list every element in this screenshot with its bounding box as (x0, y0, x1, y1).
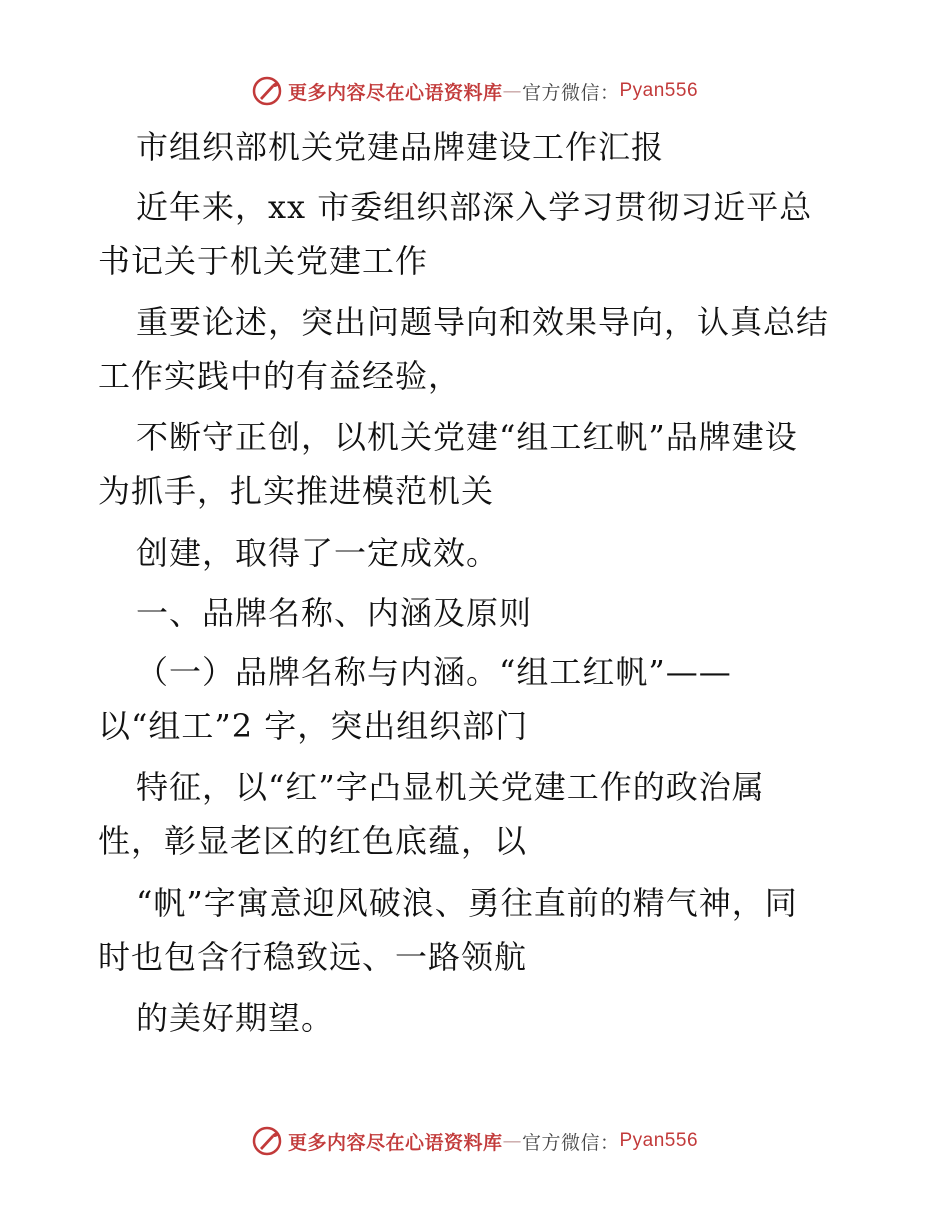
paragraph-line: 时也包含行稳致远、一路领航 (98, 938, 528, 976)
section-heading: 一、品牌名称、内涵及原则 (136, 594, 533, 632)
paragraph-line: 性，彰显老区的红色底蕴，以 (98, 822, 528, 860)
banner-wechat-id: Pyan556 (619, 1130, 699, 1151)
quill-logo-icon (252, 76, 282, 106)
paragraph-line: 近年来，xx 市委组织部深入学习贯彻习近平总 (136, 188, 813, 226)
banner-dash: — (502, 80, 522, 102)
paragraph-line: 以“组工”2 字，突出组织部门 (98, 707, 529, 745)
footer-banner (0, 1126, 950, 1156)
banner-dash: — (502, 1130, 522, 1152)
paragraph-line: 重要论述，突出问题导向和效果导向，认真总结 (136, 303, 830, 341)
banner-sub-text: 官方微信： (521, 1131, 620, 1154)
paragraph-line: “帆”字寓意迎风破浪、勇往直前的精气神，同 (136, 884, 798, 922)
paragraph-line: 工作实践中的有益经验， (98, 357, 462, 395)
paragraph-line: 书记关于机关党建工作 (98, 242, 429, 280)
document-title: 市组织部机关党建品牌建设工作汇报 (136, 128, 665, 166)
subsection-heading: （一）品牌名称与内涵。“组工红帆”—— (136, 653, 732, 691)
banner-main-text: 更多内容尽在心语资料库 (287, 1131, 503, 1154)
paragraph-line: 创建，取得了一定成效。 (136, 534, 500, 572)
paragraph-line: 特征，以“红”字凸显机关党建工作的政治属 (136, 768, 765, 806)
paragraph-line: 的美好期望。 (136, 999, 335, 1037)
quill-logo-icon (252, 1126, 282, 1156)
banner-main-text: 更多内容尽在心语资料库 (287, 81, 503, 104)
paragraph-line: 不断守正创，以机关党建“组工红帆”品牌建设 (136, 418, 798, 456)
paragraph-line: 为抓手，扎实推进模范机关 (98, 472, 495, 510)
banner-wechat-id: Pyan556 (619, 80, 699, 101)
banner-sub-text: 官方微信： (521, 81, 620, 104)
header-banner (0, 76, 950, 106)
